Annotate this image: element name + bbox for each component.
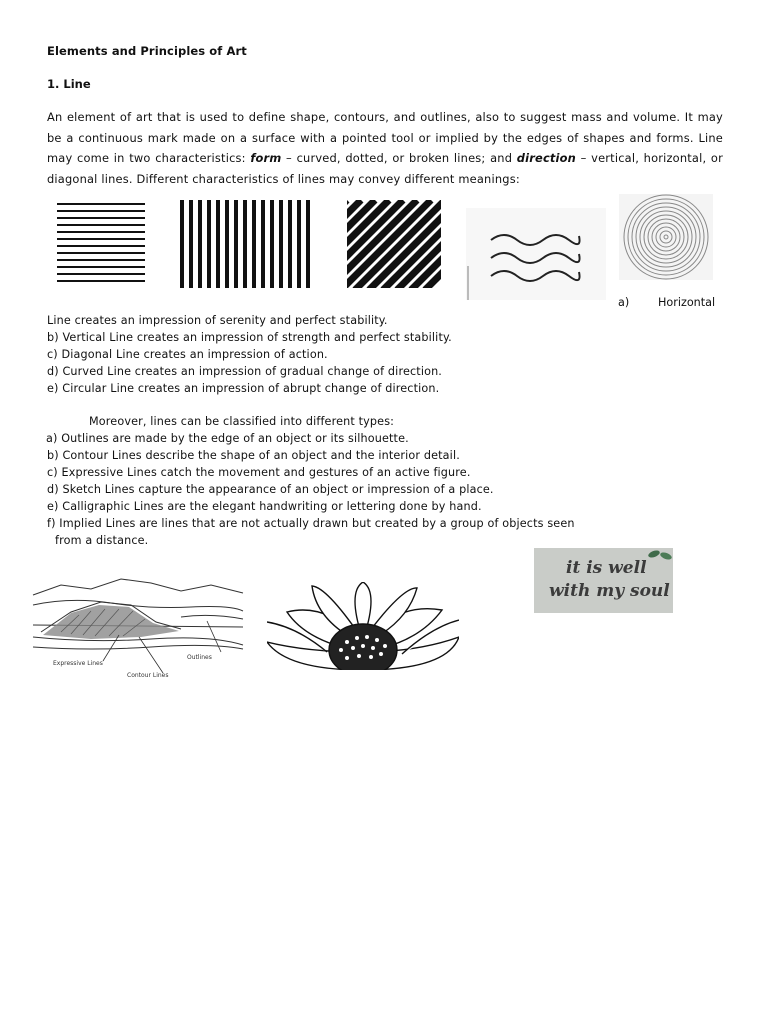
horizontal-caption [618, 296, 716, 309]
list-item: d) Curved Line creates an impression of gradual change of direction. [47, 365, 443, 378]
quote-line-2: with my soul [549, 581, 670, 601]
list-item: d) Sketch Lines capture the appearance of an object or impression of a place. [47, 483, 494, 496]
list-item: e) Circular Line creates an impression of abrupt change of direction. [47, 382, 440, 395]
list-item: e) Calligraphic Lines are the elegant handwriting or lettering done by hand. [47, 500, 482, 513]
quote-line-1: it is well [566, 558, 647, 578]
list-item-continuation: from a distance. [55, 534, 149, 547]
outlines-label: Outlines [187, 654, 212, 661]
line-types-list [47, 413, 575, 549]
types-intro: Moreover, lines can be classified into different types: [89, 415, 395, 428]
list-item: b) Contour Lines describe the shape of an object and the interior detail. [47, 449, 460, 462]
list-item: Line creates an impression of serenity and perfect stability. [47, 314, 388, 327]
list-item: f) Implied Lines are lines that are not actually drawn but created by a group of objects seen [47, 517, 575, 530]
intro-text-3: – vertical, horizontal, or diagonal lines. Different characteristics of lines may convey different meanings: [47, 151, 723, 186]
flower-line-drawing [267, 582, 459, 670]
curved-lines-image [466, 208, 606, 300]
calligraphy-sign-image [534, 548, 673, 613]
form-keyword: form [250, 151, 282, 165]
expressive-lines-label: Expressive Lines [53, 660, 103, 667]
horizontal-caption-word: Horizontal [658, 296, 716, 309]
section-heading: 1. Line [47, 77, 91, 91]
document-title: Elements and Principles of Art [47, 44, 247, 58]
direction-keyword: direction [516, 151, 576, 165]
line-meanings-list [47, 312, 452, 397]
horizontal-caption-letter: a) [618, 296, 630, 309]
horizontal-lines-image [57, 202, 145, 286]
intro-text-2: – curved, dotted, or broken lines; and [281, 151, 517, 165]
list-item: c) Expressive Lines catch the movement and gestures of an active figure. [47, 466, 471, 479]
diagonal-lines-image [347, 200, 441, 288]
contour-lines-label: Contour Lines [127, 672, 169, 679]
list-item: a) Outlines are made by the edge of an object or its silhouette. [46, 432, 409, 445]
landscape-line-drawing [31, 577, 245, 680]
intro-paragraph [47, 107, 723, 189]
list-item: b) Vertical Line creates an impression of strength and perfect stability. [47, 331, 452, 344]
intro-text-1: An element of art that is used to define shape, contours, and outlines, also to suggest mass and volume. It may be a continuous mark made on a surface with a pointed tool or implied by the edges of shapes and forms. Line may come in two characteristics: [47, 110, 723, 165]
leaf-decoration [644, 548, 673, 566]
list-item: c) Diagonal Line creates an impression of action. [47, 348, 328, 361]
circular-lines-image [619, 194, 713, 280]
vertical-lines-image [178, 200, 316, 288]
line-examples-row [0, 190, 768, 305]
